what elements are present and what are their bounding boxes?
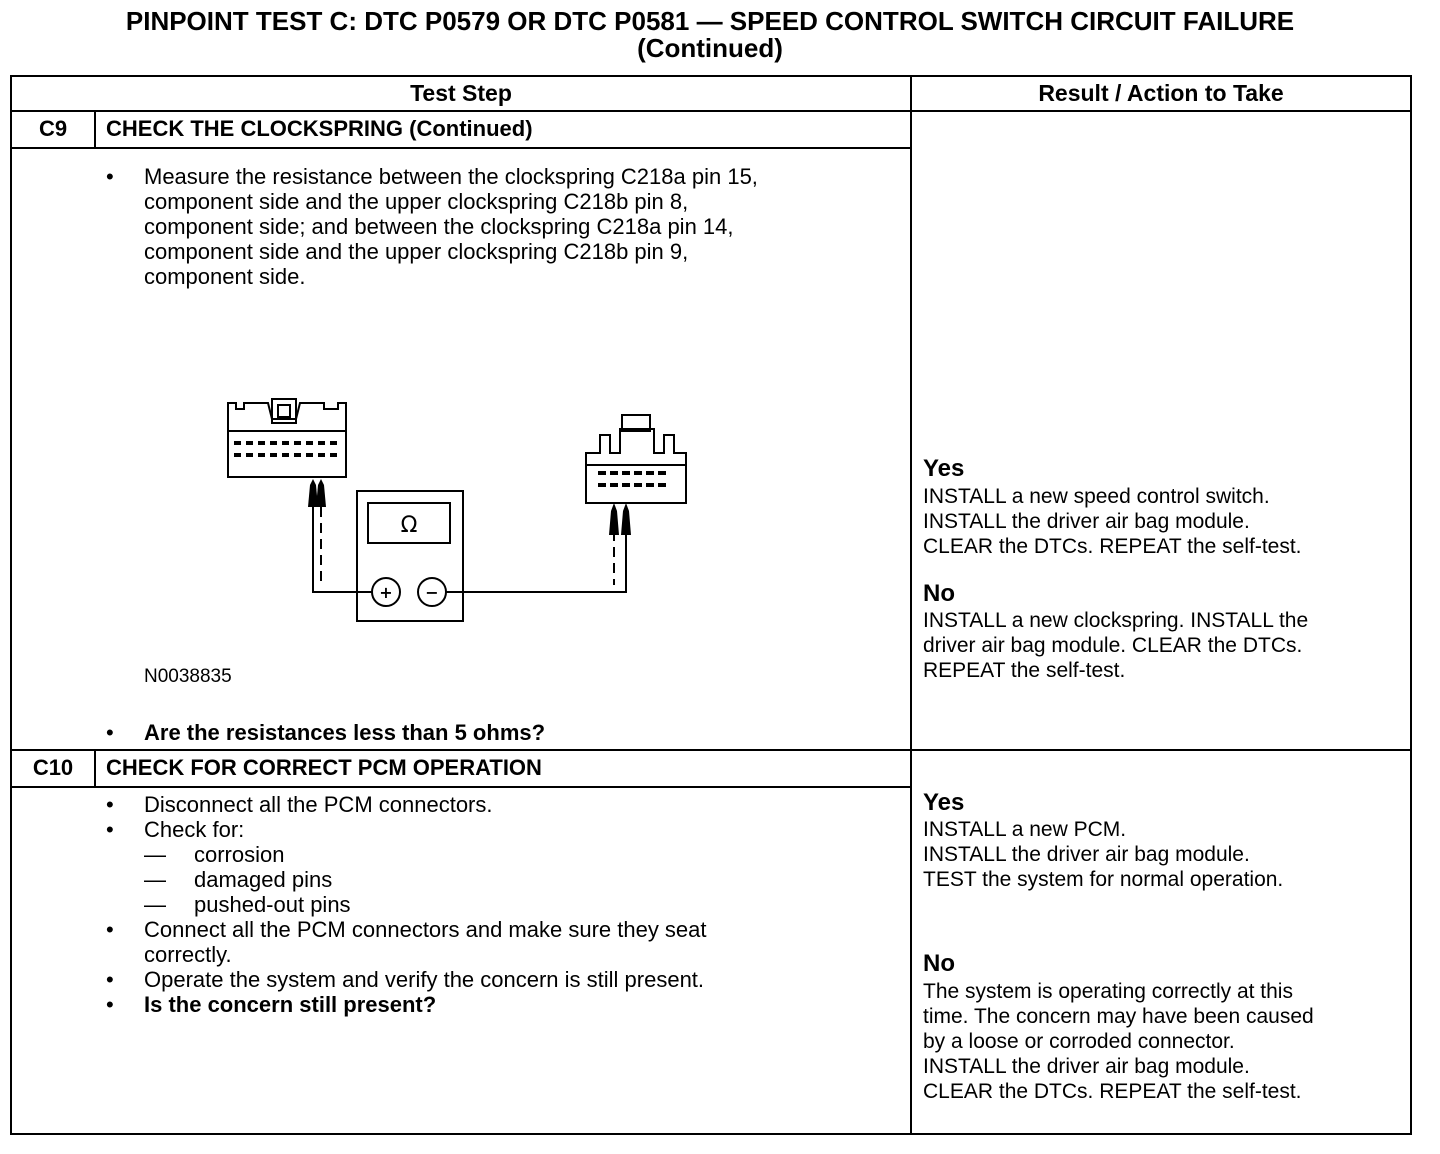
action-line: CLEAR the DTCs. REPEAT the self-test. [923,1080,1302,1103]
action-line: The system is operating correctly at this [923,980,1293,1003]
c10-question: Is the concern still present? [144,992,437,1017]
bullet: • [106,720,114,745]
c9-no-label: No [923,580,955,607]
measure-line: component side. [144,264,306,289]
c10-connect [144,917,707,967]
c9-yes-actions [923,484,1302,559]
page-title [0,8,1420,62]
c9-id-divider [94,110,96,148]
dash: — [144,892,166,917]
action-line: INSTALL the driver air bag module. [923,510,1250,533]
action-line: INSTALL the driver air bag module. [923,843,1250,866]
sub-item-corrosion: corrosion [194,842,285,867]
bullet: • [106,967,114,992]
c10-no-actions [923,979,1314,1104]
action-line: time. The concern may have been caused [923,1005,1314,1028]
c10-no-label: No [923,950,955,977]
c9-yes-label: Yes [923,455,965,482]
step-id-c9: C9 [38,116,68,141]
bullet: • [106,817,114,842]
bullet: • [106,992,114,1017]
c9-title-divider [10,147,912,149]
c10-id-divider [94,749,96,787]
measure-line: Measure the resistance between the clockspring C218a pin 15, [144,164,758,189]
step-title-c9: CHECK THE CLOCKSPRING (Continued) [106,116,533,141]
action-line: INSTALL a new speed control switch. [923,485,1270,508]
action-line: REPEAT the self-test. [923,659,1126,682]
sub-item-pushed-out-pins: pushed-out pins [194,892,351,917]
connect-line: correctly. [144,942,232,967]
c10-disconnect: Disconnect all the PCM connectors. [144,792,493,817]
bullet: • [106,917,114,942]
action-line: driver air bag module. CLEAR the DTCs. [923,634,1303,657]
header-divider [10,110,1412,112]
header-result: Result / Action to Take [1038,80,1284,106]
c9-measure-text [144,164,758,289]
sub-item-damaged-pins: damaged pins [194,867,333,892]
action-line: INSTALL a new PCM. [923,818,1127,841]
step-title-c10: CHECK FOR CORRECT PCM OPERATION [106,755,542,780]
action-line: CLEAR the DTCs. REPEAT the self-test. [923,535,1302,558]
measure-line: component side and the upper clockspring C218b pin 9, [144,239,689,264]
column-divider [910,75,912,1135]
measure-line: component side; and between the clockspring C218a pin 14, [144,214,734,239]
c10-row-divider [10,749,1412,751]
step-id-c10: C10 [32,755,74,780]
dash: — [144,842,166,867]
meter-plus-terminal: + [379,583,393,602]
ohmmeter-diagram-icon [220,395,700,635]
c10-yes-actions [923,817,1283,892]
c10-yes-label: Yes [923,789,965,816]
c10-check-for: Check for: [144,817,245,842]
c9-question: Are the resistances less than 5 ohms? [144,720,546,745]
c10-title-divider [10,786,912,788]
dash: — [144,867,166,892]
bullet: • [106,164,114,189]
c9-no-actions [923,608,1308,683]
action-line: TEST the system for normal operation. [923,868,1284,891]
meter-symbol: Ω [400,513,418,538]
connect-line: Connect all the PCM connectors and make sure they seat [144,917,707,942]
meter-minus-terminal: − [425,583,439,602]
header-test-step: Test Step [410,80,512,106]
action-line: INSTALL a new clockspring. INSTALL the [923,609,1309,632]
figure-code: N0038835 [144,666,232,687]
action-line: INSTALL the driver air bag module. [923,1055,1250,1078]
title-line-1: PINPOINT TEST C: DTC P0579 OR DTC P0581 — SPEED CONTROL SWITCH CIRCUIT FAILURE [125,6,1295,36]
c10-operate: Operate the system and verify the concern is still present. [144,967,705,992]
title-line-2: (Continued) [637,33,783,63]
bullet: • [106,792,114,817]
measure-line: component side and the upper clockspring C218b pin 8, [144,189,689,214]
action-line: by a loose or corroded connector. [923,1030,1235,1053]
